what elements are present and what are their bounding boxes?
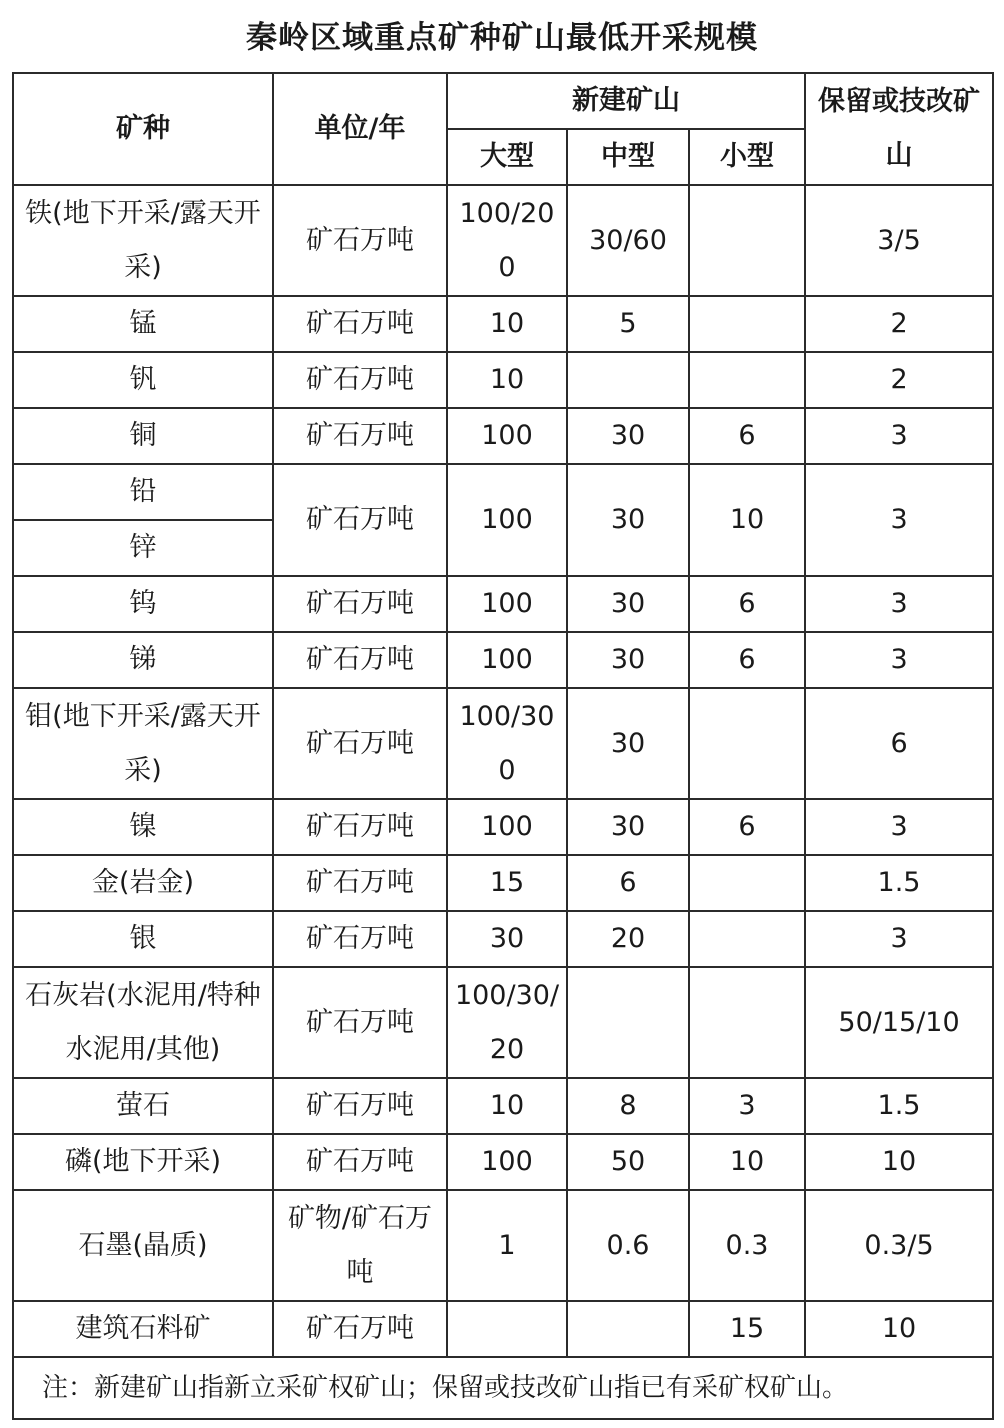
cell-large (447, 1301, 567, 1357)
cell-retained: 0.3/5 (805, 1190, 993, 1301)
cell-unit: 矿石万吨 (273, 352, 447, 408)
cell-medium: 50 (567, 1134, 689, 1190)
cell-large: 100/200 (447, 185, 567, 296)
cell-large: 10 (447, 296, 567, 352)
header-retained: 保留或技改矿山 (805, 73, 993, 185)
cell-mineral: 石墨(晶质) (13, 1190, 273, 1301)
cell-medium: 6 (567, 855, 689, 911)
table-row (13, 1078, 993, 1134)
cell-small (689, 296, 805, 352)
cell-unit: 矿石万吨 (273, 632, 447, 688)
cell-medium: 30 (567, 799, 689, 855)
cell-unit: 矿石万吨 (273, 185, 447, 296)
cell-large: 100/30/20 (447, 967, 567, 1078)
table-title: 秦岭区域重点矿种矿山最低开采规模 (246, 20, 758, 56)
cell-small: 6 (689, 632, 805, 688)
cell-large: 30 (447, 911, 567, 967)
table-note: 注：新建矿山指新立采矿权矿山；保留或技改矿山指已有采矿权矿山。 (13, 1357, 993, 1419)
cell-medium: 20 (567, 911, 689, 967)
cell-small: 15 (689, 1301, 805, 1357)
cell-mineral: 钼(地下开采/露天开采) (13, 688, 273, 799)
cell-large: 1 (447, 1190, 567, 1301)
cell-unit: 矿石万吨 (273, 1078, 447, 1134)
cell-retained: 3 (805, 408, 993, 464)
cell-medium: 30 (567, 464, 689, 576)
cell-retained: 3 (805, 576, 993, 632)
cell-mineral: 锰 (13, 296, 273, 352)
cell-retained: 3 (805, 799, 993, 855)
table-row (13, 1190, 993, 1301)
cell-medium: 30 (567, 632, 689, 688)
cell-small (689, 352, 805, 408)
table-row (13, 632, 993, 688)
header-unit: 单位/年 (273, 73, 447, 185)
table-row (13, 799, 993, 855)
table-row (13, 576, 993, 632)
table-row (13, 967, 993, 1078)
cell-retained: 50/15/10 (805, 967, 993, 1078)
table-row (13, 1301, 993, 1357)
table-row (13, 688, 993, 799)
header-mineral: 矿种 (13, 73, 273, 185)
cell-large: 15 (447, 855, 567, 911)
table-row (13, 911, 993, 967)
cell-retained: 3 (805, 632, 993, 688)
table-row (13, 408, 993, 464)
cell-large: 10 (447, 1078, 567, 1134)
cell-retained: 2 (805, 296, 993, 352)
cell-small (689, 185, 805, 296)
cell-retained: 1.5 (805, 1078, 993, 1134)
cell-small: 10 (689, 464, 805, 576)
table-row (13, 464, 993, 520)
cell-mineral: 建筑石料矿 (13, 1301, 273, 1357)
cell-unit: 矿石万吨 (273, 1301, 447, 1357)
cell-small (689, 688, 805, 799)
cell-mineral: 金(岩金) (13, 855, 273, 911)
table-row (13, 1134, 993, 1190)
cell-retained: 10 (805, 1134, 993, 1190)
cell-retained: 3 (805, 911, 993, 967)
cell-mineral: 锑 (13, 632, 273, 688)
table-row (13, 352, 993, 408)
cell-unit: 矿石万吨 (273, 576, 447, 632)
cell-small: 0.3 (689, 1190, 805, 1301)
cell-small: 3 (689, 1078, 805, 1134)
cell-medium: 0.6 (567, 1190, 689, 1301)
cell-mineral: 石灰岩(水泥用/特种水泥用/其他) (13, 967, 273, 1078)
header-small: 小型 (689, 129, 805, 185)
cell-mineral: 磷(地下开采) (13, 1134, 273, 1190)
cell-large: 100 (447, 576, 567, 632)
cell-large: 10 (447, 352, 567, 408)
cell-large: 100/300 (447, 688, 567, 799)
cell-small (689, 855, 805, 911)
cell-medium (567, 352, 689, 408)
cell-retained: 3 (805, 464, 993, 576)
cell-mineral: 铅 (13, 464, 273, 520)
cell-medium: 30 (567, 408, 689, 464)
cell-retained: 6 (805, 688, 993, 799)
cell-retained: 3/5 (805, 185, 993, 296)
cell-unit: 矿石万吨 (273, 1134, 447, 1190)
table-row (13, 296, 993, 352)
cell-unit: 矿石万吨 (273, 855, 447, 911)
cell-mineral: 铁(地下开采/露天开采) (13, 185, 273, 296)
header-large: 大型 (447, 129, 567, 185)
cell-unit: 矿石万吨 (273, 911, 447, 967)
cell-unit: 矿石万吨 (273, 296, 447, 352)
cell-unit: 矿石万吨 (273, 799, 447, 855)
cell-large: 100 (447, 408, 567, 464)
cell-small: 6 (689, 799, 805, 855)
cell-medium: 30 (567, 688, 689, 799)
cell-small: 6 (689, 576, 805, 632)
cell-small (689, 911, 805, 967)
cell-mineral: 钒 (13, 352, 273, 408)
cell-unit: 矿石万吨 (273, 688, 447, 799)
cell-mineral: 萤石 (13, 1078, 273, 1134)
cell-unit: 矿石万吨 (273, 464, 447, 576)
cell-large: 100 (447, 1134, 567, 1190)
cell-medium: 30/60 (567, 185, 689, 296)
table-row (13, 855, 993, 911)
cell-retained: 10 (805, 1301, 993, 1357)
cell-large: 100 (447, 464, 567, 576)
table-row (13, 185, 993, 296)
cell-small (689, 967, 805, 1078)
cell-large: 100 (447, 799, 567, 855)
cell-mineral: 银 (13, 911, 273, 967)
cell-mineral: 钨 (13, 576, 273, 632)
cell-medium: 8 (567, 1078, 689, 1134)
cell-mineral: 铜 (13, 408, 273, 464)
mining-scale-table (12, 72, 994, 1420)
header-medium: 中型 (567, 129, 689, 185)
cell-retained: 1.5 (805, 855, 993, 911)
cell-unit: 矿物/矿石万吨 (273, 1190, 447, 1301)
cell-large: 100 (447, 632, 567, 688)
cell-medium: 30 (567, 576, 689, 632)
cell-mineral: 镍 (13, 799, 273, 855)
cell-small: 6 (689, 408, 805, 464)
cell-small: 10 (689, 1134, 805, 1190)
cell-unit: 矿石万吨 (273, 408, 447, 464)
cell-medium (567, 1301, 689, 1357)
cell-medium: 5 (567, 296, 689, 352)
cell-mineral: 锌 (13, 520, 273, 576)
cell-medium (567, 967, 689, 1078)
cell-unit: 矿石万吨 (273, 967, 447, 1078)
header-new-mine: 新建矿山 (447, 73, 805, 129)
cell-retained: 2 (805, 352, 993, 408)
